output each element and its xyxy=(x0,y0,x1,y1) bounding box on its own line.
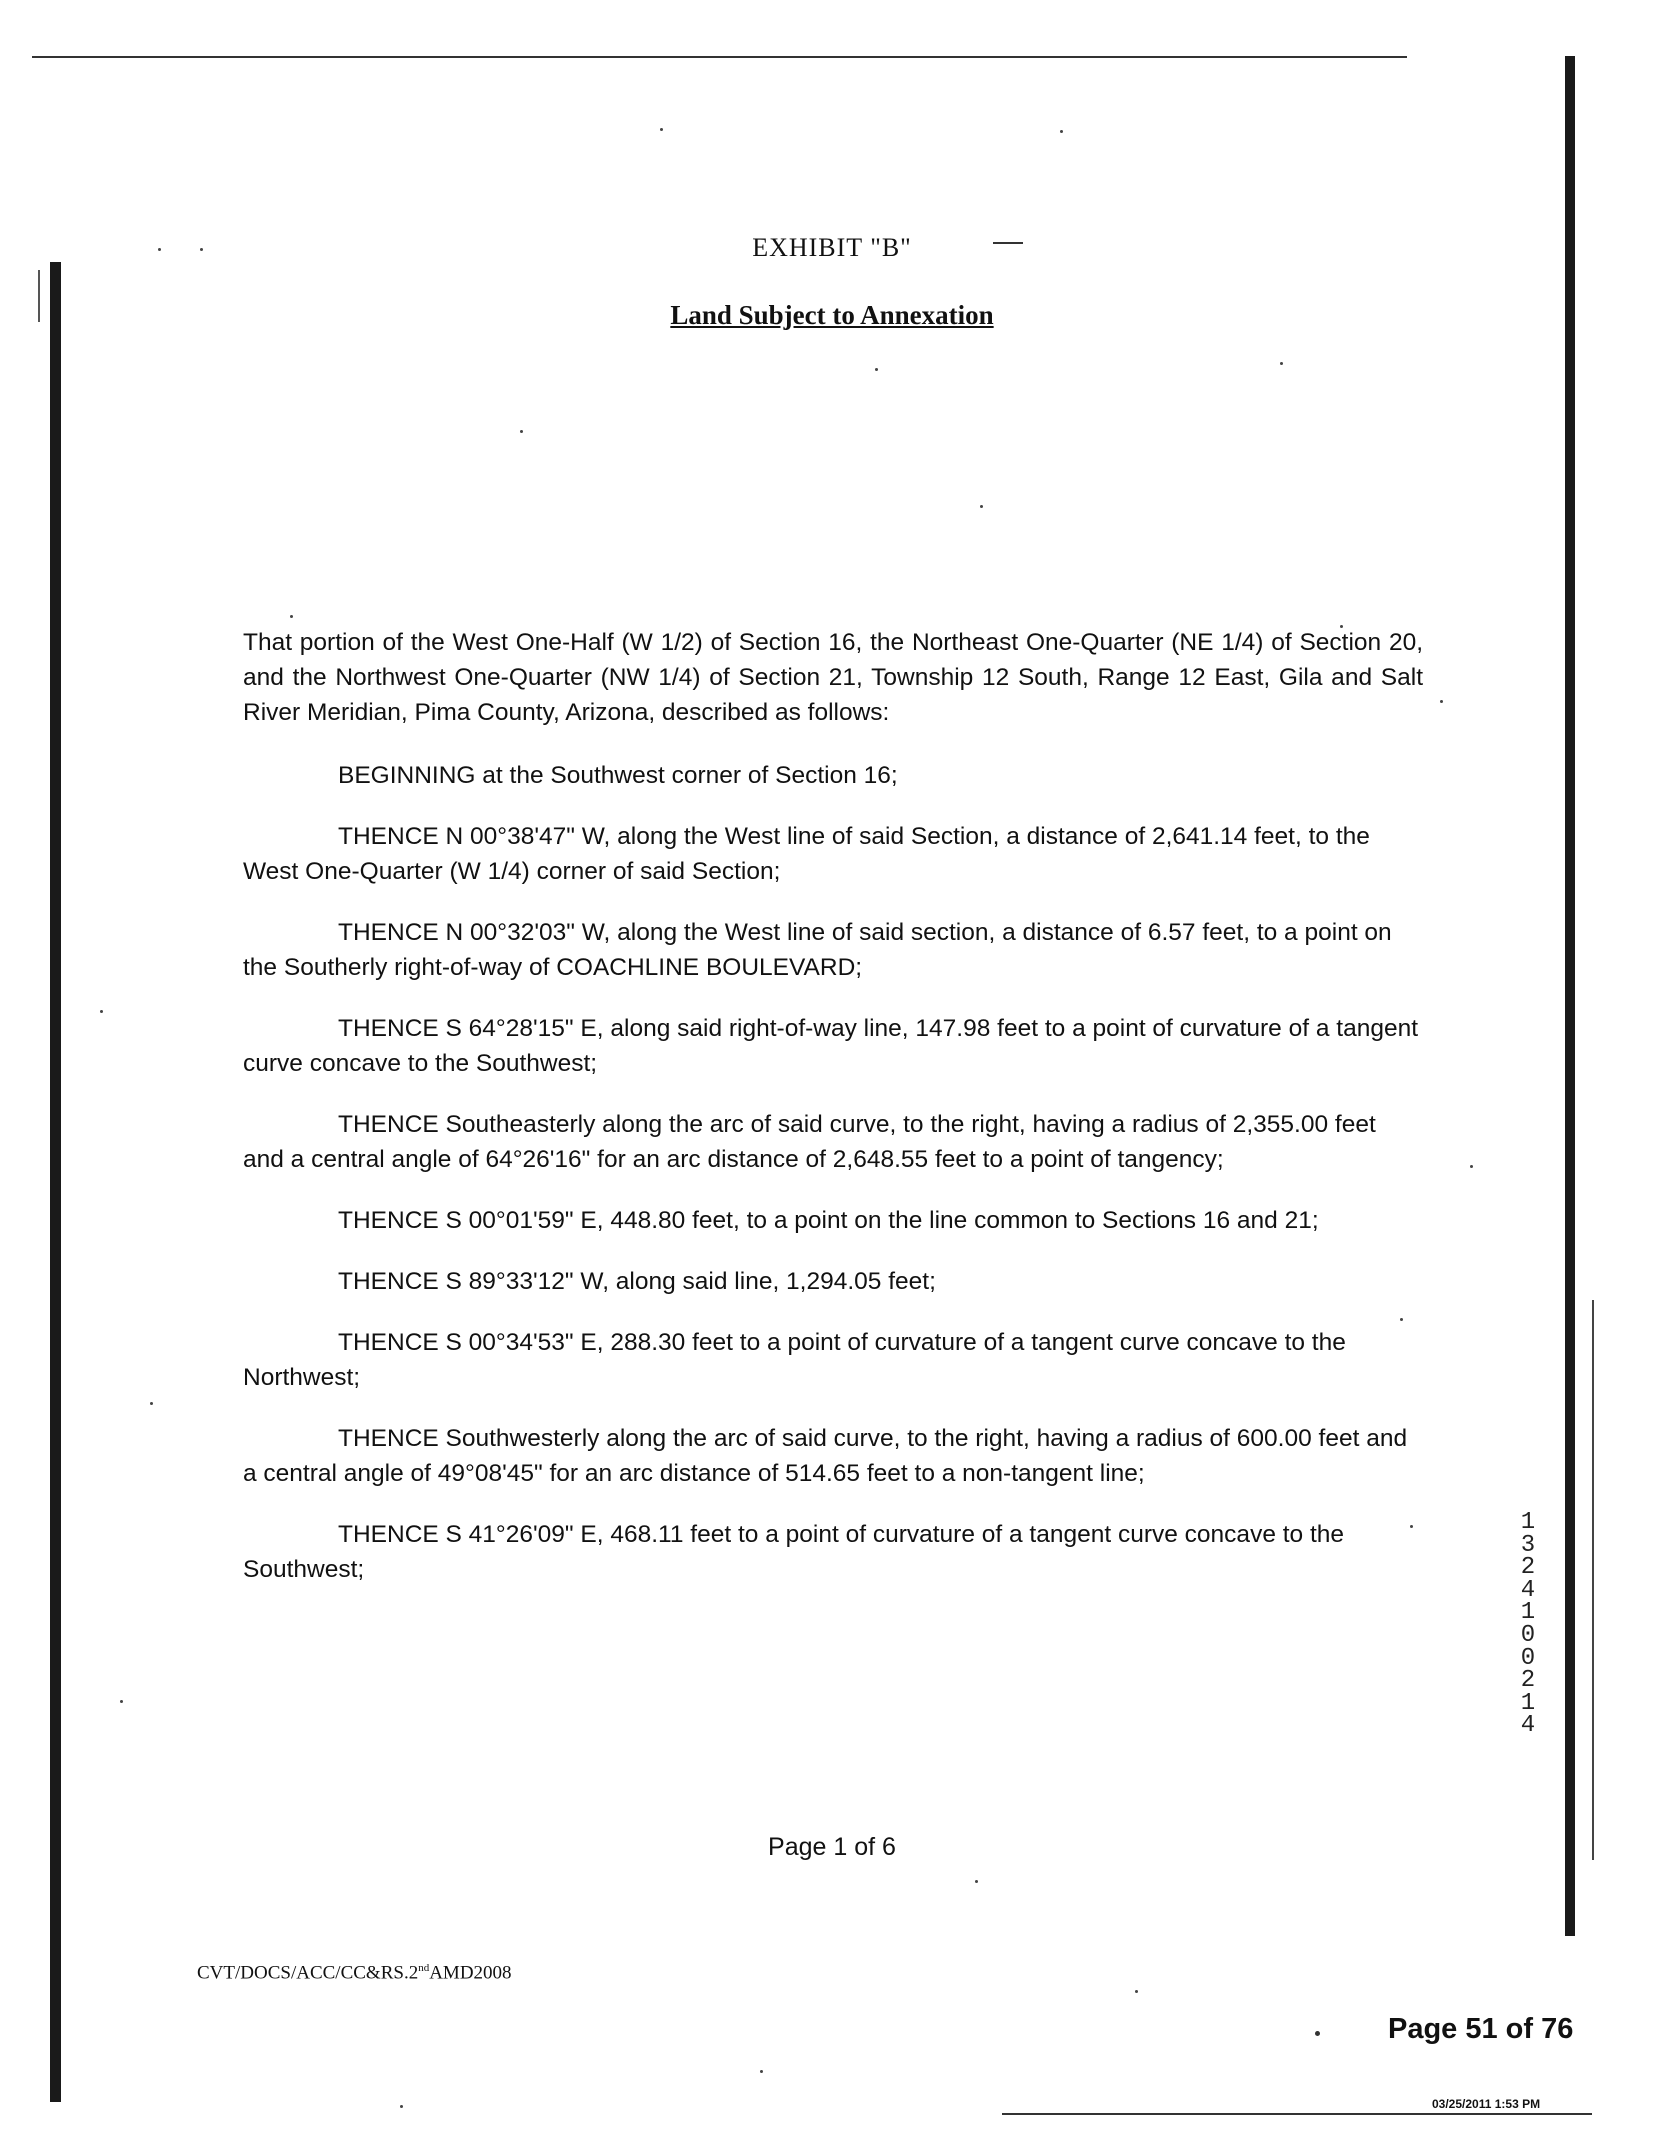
document-subtitle: Land Subject to Annexation xyxy=(670,300,994,330)
course-paragraph: THENCE S 41°26'09" E, 468.11 feet to a point of curvature of a tangent curve concave to the Southwest; xyxy=(243,1521,1345,1583)
scan-speck xyxy=(1440,700,1443,703)
document-code-suffix: AMD2008 xyxy=(429,1962,512,1984)
course-paragraph: THENCE S 00°01'59" E, 448.80 feet, to a point on the line common to Sections 16 and 21; xyxy=(338,1207,1319,1234)
scan-speck xyxy=(1135,1990,1138,1993)
course-paragraph: BEGINNING at the Southwest corner of Section 16; xyxy=(338,762,898,789)
exhibit-title: EXHIBIT "B" xyxy=(752,233,912,262)
title-dash-mark xyxy=(993,242,1023,244)
scan-speck xyxy=(158,248,161,251)
course-paragraph: THENCE S 00°34'53" E, 288.30 feet to a point of curvature of a tangent curve concave to the Northwest; xyxy=(243,1329,1346,1391)
left-scan-border xyxy=(50,262,61,2102)
scan-speck xyxy=(660,128,663,131)
scan-speck xyxy=(520,430,523,433)
course-paragraph: THENCE N 00°38'47" W, along the West line of said Section, a distance of 2,641.14 feet, to the West One-Quarter (W 1/4) corner of said Section; xyxy=(243,823,1370,885)
scan-speck xyxy=(200,248,203,251)
right-scan-line xyxy=(1592,1300,1594,1860)
scan-speck xyxy=(100,1010,103,1013)
course-paragraph: THENCE N 00°32'03" W, along the West line of said section, a distance of 6.57 feet, to a point on the Southerly right-of-way of COACHLINE BOULEVARD; xyxy=(243,919,1392,981)
scan-speck xyxy=(120,1700,123,1703)
course-paragraph: THENCE Southeasterly along the arc of said curve, to the right, having a radius of 2,355.00 feet and a central angle of 64°26'16" for an arc distance of 2,648.55 feet to a point of tangency; xyxy=(243,1111,1376,1173)
document-code-prefix: CVT/DOCS/ACC/CC&RS.2 xyxy=(197,1962,419,1984)
document-code xyxy=(197,1962,512,1984)
document-code-sup: nd xyxy=(418,1962,430,1974)
scan-speck xyxy=(1340,625,1343,628)
scan-speck xyxy=(400,2105,403,2108)
legal-description xyxy=(243,625,1423,1613)
intro-paragraph: That portion of the West One-Half (W 1/2) of Section 16, the Northeast One-Quarter (NE 1/4) of Section 20, and the Northwest One-Quarter (NW 1/4) of Section 21, Township 12 South, Range 12 East, Gila and Salt River Meridian, Pima County, Arizona, described as follows: xyxy=(243,629,1423,726)
scan-speck xyxy=(290,615,293,618)
course-paragraph: THENCE Southwesterly along the arc of said curve, to the right, having a radius of 600.00 feet and a central angle of 49°08'45" for an arc distance of 514.65 feet to a non-tangent line; xyxy=(243,1425,1408,1487)
scan-speck xyxy=(1400,1318,1403,1321)
course-paragraph: THENCE S 89°33'12" W, along said line, 1,294.05 feet; xyxy=(338,1268,936,1295)
footer-timestamp: 03/25/2011 1:53 PM xyxy=(1432,2097,1541,2111)
scan-speck xyxy=(875,368,878,371)
scan-speck xyxy=(1470,1165,1473,1168)
footer-dot-mark xyxy=(1315,2031,1320,2036)
recording-stamp-vertical: 13241 00214 xyxy=(1520,1509,1536,1740)
scan-speck xyxy=(980,505,983,508)
page-number: Page 1 of 6 xyxy=(768,1833,896,1861)
bottom-border-line xyxy=(1002,2113,1592,2115)
footer-page-count: Page 51 of 76 xyxy=(1388,2013,1574,2045)
top-border-line xyxy=(32,56,1407,58)
scan-speck xyxy=(1280,362,1283,365)
scan-speck xyxy=(760,2070,763,2073)
course-paragraph: THENCE S 64°28'15" E, along said right-of-way line, 147.98 feet to a point of curvature of a tangent curve concave to the Southwest; xyxy=(243,1015,1419,1077)
scan-speck xyxy=(975,1880,978,1883)
right-scan-border xyxy=(1565,56,1575,1936)
scan-speck xyxy=(150,1402,153,1405)
scan-speck xyxy=(1410,1525,1413,1528)
scan-speck xyxy=(1060,130,1063,133)
